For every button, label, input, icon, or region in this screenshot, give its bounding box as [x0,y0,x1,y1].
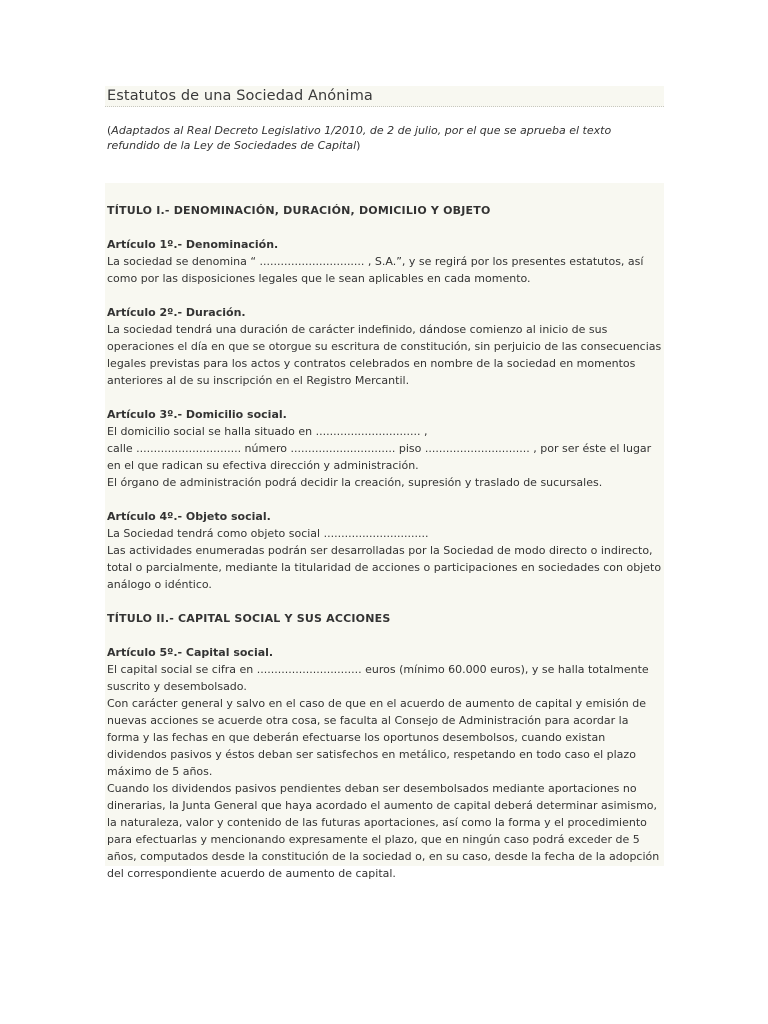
title-one-heading: TÍTULO I.- DENOMINACIÓN, DURACIÓN, DOMICILIO Y OBJETO [107,204,491,217]
document-subtitle [107,123,664,153]
subtitle-open-paren: ( [107,124,112,137]
article-4-line-2: Las actividades enumeradas podrán ser desarrolladas por la Sociedad de modo directo o indirecto, total o parcialmente, mediante la titularidad de acciones o participaciones en sociedades con objeto análogo o idéntico. [107,544,662,591]
article-5-line-2: Con carácter general y salvo en el caso de que en el acuerdo de aumento de capital y emisión de nuevas acciones se acuerde otra cosa, se faculta al Consejo de Administración para acordar la forma y las fechas en que deberán efectuarse los oportunos desembolsos, cuando existan dividendos pasivos y éstos deban ser satisfechos en metálico, respetando en todo caso el plazo máximo de 5 años. [107,697,646,778]
article-1-text: La sociedad se denomina “ .............................. , S.A.”, y se regirá por los presentes estatutos, así como por las disposiciones legales que le sean aplicables en cada momento. [107,255,644,285]
subtitle-text: Adaptados al Real Decreto Legislativo 1/2010, de 2 de julio, por el que se aprueba el texto refundido de la Ley de Sociedades de Capital [107,124,612,152]
article-5-heading: Artículo 5º.- Capital social. [107,646,274,659]
article-5-line-1: El capital social se cifra en .............................. euros (mínimo 60.000 euros), y se halla totalmente suscrito y desembolsado. [107,663,649,693]
title-two-heading: TÍTULO II.- CAPITAL SOCIAL Y SUS ACCIONES [107,612,391,625]
article-4-heading: Artículo 4º.- Objeto social. [107,510,271,523]
subtitle-close-paren: ) [356,139,361,152]
document-title: Estatutos de una Sociedad Anónima [107,88,373,104]
article-3-line-1: El domicilio social se halla situado en .............................. , [107,425,428,438]
document-body [105,183,664,880]
article-4-line-1: La Sociedad tendrá como objeto social .............................. [107,527,429,540]
article-2-heading: Artículo 2º.- Duración. [107,306,246,319]
title-block [105,86,664,107]
document-page [105,86,664,880]
article-3-line-3: El órgano de administración podrá decidir la creación, supresión y traslado de sucursales. [107,476,603,489]
article-3-heading: Artículo 3º.- Domicilio social. [107,408,287,421]
article-2-text: La sociedad tendrá una duración de carácter indefinido, dándose comienzo al inicio de sus operaciones el día en que se otorgue su escritura de constitución, sin perjuicio de las consecuencias legales previstas para los actos y contratos celebrados en nombre de la sociedad en momentos anteriores al de su inscripción en el Registro Mercantil. [107,323,662,387]
article-1-heading: Artículo 1º.- Denominación. [107,238,279,251]
article-3-line-2: calle .............................. número .............................. piso .............................. , por ser éste el lugar en el que radican su efectiva dirección y administración. [107,442,652,472]
article-5-line-3: Cuando los dividendos pasivos pendientes deban ser desembolsados mediante aportaciones no dinerarias, la Junta General que haya acordado el aumento de capital deberá determinar asimismo, la naturaleza, valor y contenido de las futuras aportaciones, así como la forma y el procedimiento para efectuarlas y mencionando expresamente el plazo, que en ningún caso podrá exceder de 5 años, computados desde la constitución de la sociedad o, en su caso, desde la fecha de la adopción del correspondiente acuerdo de aumento de capital. [107,782,660,880]
